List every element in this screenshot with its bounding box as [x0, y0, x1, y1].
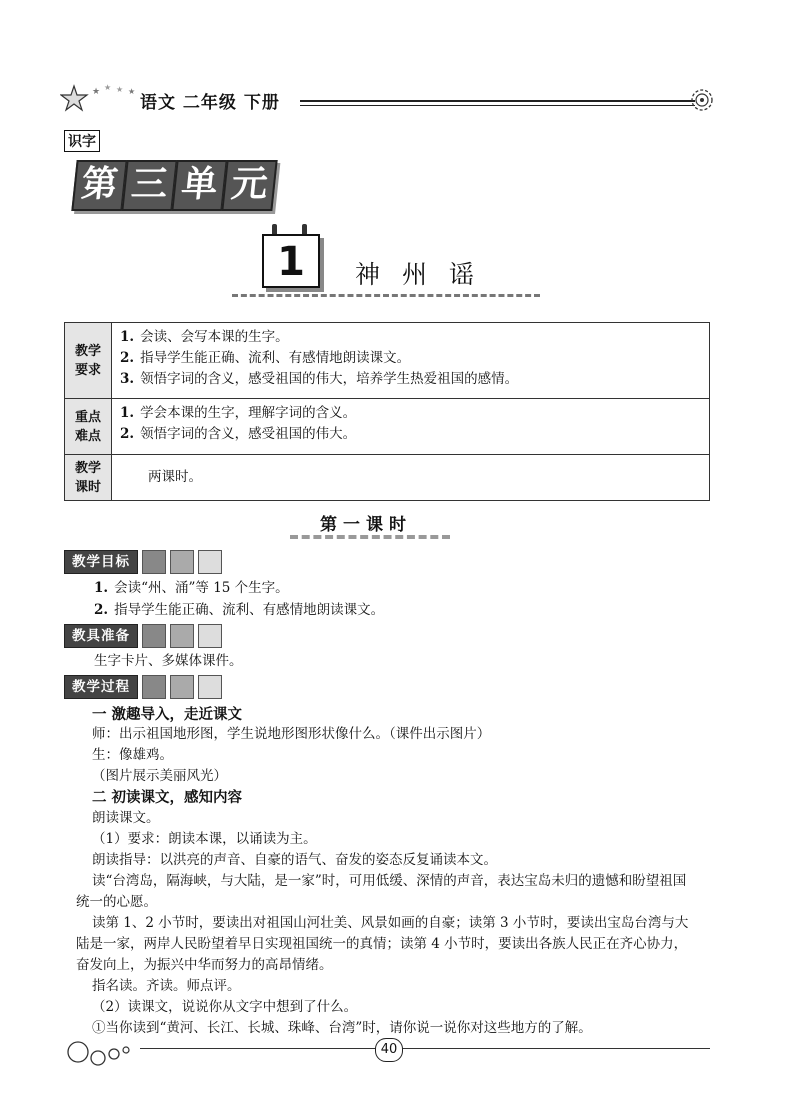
process-line: （2）读课文，说说你从文字中想到了什么。 — [92, 999, 358, 1015]
decor-square — [170, 675, 194, 699]
decor-square — [142, 550, 166, 574]
process-paragraph: 读“台湾岛，隔海峡，与大陆，是一家”时，可用低缓、深情的声音，表达宝岛未归的遗憾和盼望祖国统一的心愿。 — [76, 873, 687, 910]
row-label: 重点 难点 — [65, 399, 112, 455]
section-label: 教具准备 — [64, 624, 138, 648]
section-header-goals — [64, 551, 222, 573]
table-row — [65, 323, 710, 399]
star-decoration-icon — [60, 78, 140, 118]
lesson-title: 神州谣 — [355, 260, 497, 289]
process-line: （1）要求：朗读本课，以诵读为主。 — [92, 831, 317, 847]
goal-item-1: 1. 会读“州、涌”等 15 个生字。 — [94, 580, 289, 596]
header-title: 语文 二年级 下册 — [140, 93, 280, 113]
process-line: 师：出示祖国地形图，学生说地形图形状像什么。（课件出示图片） — [92, 726, 491, 742]
row-content: 1. 学会本课的生字，理解字词的含义。 2. 领悟字词的含义，感受祖国的伟大。 — [112, 399, 710, 455]
decor-square — [142, 675, 166, 699]
section-label: 教学过程 — [64, 675, 138, 699]
process-line: 指名读。齐读。师点评。 — [92, 978, 241, 994]
unit-char-2: 三 — [121, 160, 177, 211]
process-line: （图片展示美丽风光） — [92, 768, 227, 784]
process-paragraph: 读第 1、2 小节时，要读出对祖国山河壮美、风景如画的自豪；读第 3 小节时，要读出宝岛台湾与大陆是一家，两岸人民盼望着早日实现祖国统一的真情；读第 4 小节时，要读出各族人民正在齐心协力，奋发向上，为振兴中华而努力的高昂情绪。 — [76, 915, 689, 973]
session-title: 第一课时 — [320, 515, 412, 535]
unit-char-3: 单 — [171, 160, 227, 211]
bubbles-decoration-icon — [64, 1036, 144, 1070]
process-heading-1: 一 激趣导入，走近课文 — [92, 707, 243, 723]
unit-char-1: 第 — [71, 160, 127, 211]
session-underline — [290, 535, 450, 539]
decor-square — [142, 624, 166, 648]
process-line: 朗读课文。 — [92, 810, 160, 826]
table-row — [65, 399, 710, 455]
tools-text: 生字卡片、多媒体课件。 — [94, 653, 243, 669]
section-header-process — [64, 676, 222, 698]
table-row — [65, 455, 710, 501]
decor-square — [170, 624, 194, 648]
section-label: 教学目标 — [64, 550, 138, 574]
unit-char-4: 元 — [221, 160, 277, 211]
goal-item-2: 2. 指导学生能正确、流利、有感情地朗读课文。 — [94, 602, 385, 618]
decor-square — [198, 624, 222, 648]
row-label: 教学 要求 — [65, 323, 112, 399]
decor-square — [198, 675, 222, 699]
process-line: ①当你读到“黄河、长江、长城、珠峰、台湾”时，请你说一说你对这些地方的了解。 — [92, 1020, 592, 1036]
lesson-number: 1 — [262, 234, 320, 288]
header-rule — [300, 100, 695, 106]
row-label: 教学 课时 — [65, 455, 112, 501]
footer-rule — [140, 1048, 710, 1049]
svg-text:★: ★ — [128, 87, 136, 96]
lesson-requirements-table — [64, 322, 710, 501]
svg-text:★: ★ — [116, 85, 124, 94]
spiral-decoration-icon — [688, 86, 716, 114]
process-line: 朗读指导：以洪亮的声音、自豪的语气、奋发的姿态反复诵读本文。 — [92, 852, 497, 868]
page-number: 40 — [375, 1038, 403, 1062]
section-header-tools — [64, 625, 222, 647]
process-line: 生：像雄鸡。 — [92, 747, 173, 763]
decor-square — [198, 550, 222, 574]
title-underline — [232, 294, 540, 297]
svg-text:★: ★ — [104, 83, 112, 92]
process-heading-2: 二 初读课文，感知内容 — [92, 790, 243, 806]
row-content: 1. 会读、会写本课的生字。 2. 指导学生能正确、流利、有感情地朗读课文。 3. 领悟字词的含义，感受祖国的伟大，培养学生热爱祖国的感情。 — [112, 323, 710, 399]
decor-square — [170, 550, 194, 574]
svg-text:★: ★ — [92, 87, 101, 97]
row-content: 两课时。 — [112, 455, 710, 501]
category-tag: 识字 — [64, 130, 100, 152]
